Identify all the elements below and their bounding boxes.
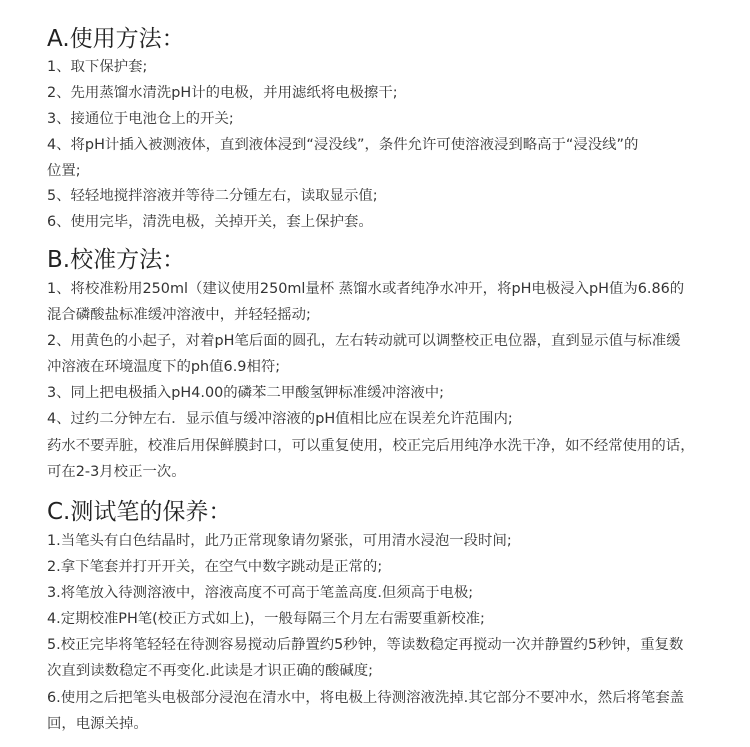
- section-c-line-6-cont: 回，电源关掉。: [47, 716, 148, 732]
- section-a-line-3: 3、接通位于电池仓上的开关;: [47, 111, 234, 127]
- section-c-line-5-cont: 次直到读数稳定不再变化.此读是才识正确的酸碱度;: [47, 663, 374, 679]
- section-b-line-2: 2、用黄色的小起子，对着pH笔后面的圆孔，左右转动就可以调整校正电位器，直到显示值与标准缓: [47, 333, 681, 349]
- section-c-line-6: 6.使用之后把笔头电极部分浸泡在清水中，将电极上待测溶液洗掉.其它部分不要冲水，然后将笔套盖: [47, 690, 685, 706]
- section-b-heading: B.校准方法：: [47, 247, 186, 273]
- section-b-line-3: 3、同上把电极插入pH4.00的磷苯二甲酸氢钾标准缓冲溶液中;: [47, 385, 444, 401]
- section-c-line-4: 4.定期校准PH笔(校正方式如上)，一般每隔三个月左右需要重新校准;: [47, 611, 485, 627]
- section-a-heading: A.使用方法：: [47, 26, 185, 52]
- section-a-line-6: 6、使用完毕，清洗电极，关掉开关，套上保护套。: [47, 214, 373, 230]
- section-c-line-5: 5.校正完毕将笔轻轻在待测容易搅动后静置约5秒钟，等读数稳定再搅动一次并静置约5秒钟，重复数: [47, 637, 684, 653]
- section-a-line-5: 5、轻轻地搅拌溶液并等待二分锺左右，读取显示值;: [47, 188, 378, 204]
- section-b-line-2-cont: 冲溶液在环境温度下的ph值6.9相符;: [47, 359, 281, 375]
- section-b-line-1-cont: 混合磷酸盐标准缓冲溶液中，并轻轻摇动;: [47, 307, 311, 323]
- section-b-line-1: 1、将校准粉用250ml（建议使用250ml量杯 蒸馏水或者纯净水冲开，将pH电极浸入pH值为6.86的: [47, 281, 685, 297]
- section-c-line-1: 1.当笔头有白色结晶时，此乃正常现象请勿紧张，可用清水浸泡一段时间;: [47, 533, 512, 549]
- section-b-note-cont: 可在2-3月校正一次。: [47, 464, 186, 480]
- section-a-line-4-cont: 位置;: [47, 163, 81, 179]
- section-a-line-1: 1、取下保护套;: [47, 59, 148, 75]
- section-c-line-3: 3.将笔放入待测溶液中，溶液高度不可高于笔盖高度.但须高于电极;: [47, 585, 474, 601]
- section-a-line-4: 4、将pH计插入被测液体，直到液体浸到“浸没线”，条件允许可使溶液浸到略高于“浸没线”的: [47, 137, 639, 153]
- section-b-note: 药水不要弄脏，校准后用保鲜膜封口，可以重复使用，校正完后用纯净水洗干净，如不经常使用的话，: [47, 438, 695, 454]
- section-c-line-2: 2.拿下笔套并打开开关，在空气中数字跳动是正常的;: [47, 559, 383, 575]
- section-b-line-4: 4、过约二分钟左右．显示值与缓冲溶液的pH值相比应在误差允许范围内;: [47, 411, 513, 427]
- section-c-heading: C.测试笔的保养：: [47, 499, 232, 525]
- section-a-line-2: 2、先用蒸馏水清洗pH计的电极，并用滤纸将电极擦干;: [47, 85, 398, 101]
